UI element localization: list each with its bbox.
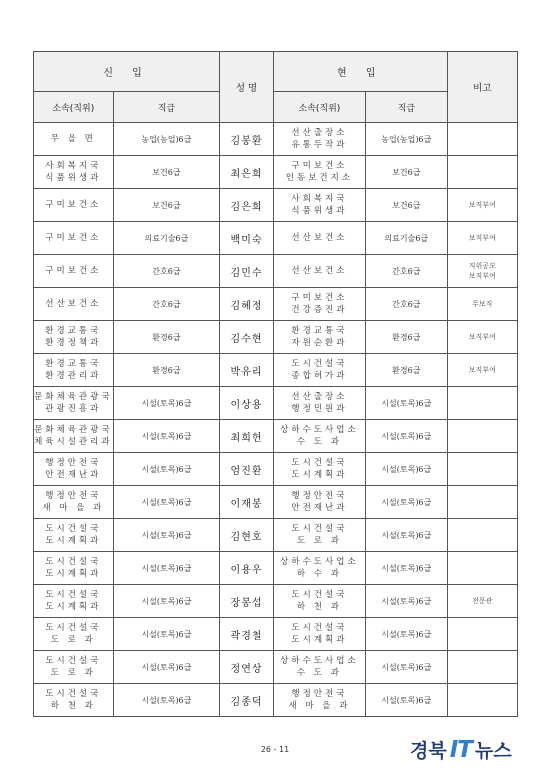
new-grade: 간호6급 [113,288,220,321]
person-name: 장봉섭 [220,585,274,618]
note [447,354,517,387]
current-affiliation [273,321,365,354]
person-name: 백미숙 [220,222,274,255]
new-affiliation-line: 식품위생과 [45,173,102,183]
new-affiliation [34,255,114,288]
news-logo [410,736,512,763]
current-grade: 농업(농업)6급 [365,123,447,156]
current-affiliation-line: 사회복지국 [291,194,348,204]
new-affiliation-line: 도시건설국 [45,656,102,666]
new-grade: 농업(농업)6급 [113,123,220,156]
new-affiliation-line: 환경정책과 [45,338,102,348]
note [447,618,517,651]
new-affiliation-line: 구미보건소 [45,200,102,210]
new-affiliation-line: 관광진흥과 [45,404,102,414]
new-affiliation-line: 도시건설국 [45,524,102,534]
person-name: 김봉환 [220,123,274,156]
new-affiliation-line: 도 로 과 [50,668,96,678]
new-affiliation-line: 문화체육관광국 [34,425,113,435]
new-grade: 시설(토목)6급 [113,618,220,651]
current-grade: 시설(토목)6급 [365,420,447,453]
new-affiliation [34,519,114,552]
current-affiliation [273,420,365,453]
current-grade: 시설(토목)6급 [365,453,447,486]
person-name: 이상용 [220,387,274,420]
current-affiliation-line: 도시건설국 [291,590,348,600]
current-affiliation [273,453,365,486]
table-row [34,222,518,255]
current-affiliation-line: 수 도 과 [296,437,342,447]
person-name: 최은희 [220,156,274,189]
new-affiliation [34,618,114,651]
note [447,519,517,552]
current-affiliation-line: 도시건설국 [291,458,348,468]
header-new-grade: 직급 [113,92,220,123]
current-affiliation-line: 상하수도사업소 [280,425,359,435]
current-affiliation-line: 도시건설국 [291,359,348,369]
note-line: 보직부여 [468,333,496,341]
table-body [34,123,518,717]
new-affiliation [34,684,114,717]
new-affiliation [34,354,114,387]
page-number: 26 - 11 [260,745,290,754]
person-name: 김현호 [220,519,274,552]
new-grade: 시설(토목)6급 [113,651,220,684]
note [447,321,517,354]
header-new: 신 입 [34,52,220,92]
person-name: 박유리 [220,354,274,387]
current-grade: 시설(토목)6급 [365,552,447,585]
current-affiliation-line: 선산보건소 [291,266,348,276]
new-grade: 시설(토목)6급 [113,552,220,585]
current-affiliation-line: 상하수도사업소 [280,557,359,567]
new-affiliation-line: 안전재난과 [45,470,102,480]
new-affiliation-line: 구미보건소 [45,266,102,276]
new-affiliation [34,420,114,453]
header-new-affiliation: 소속(직위) [34,92,114,123]
new-affiliation [34,288,114,321]
new-affiliation-line: 도시건설국 [45,623,102,633]
current-affiliation-line: 하 수 과 [296,569,342,579]
personnel-table [33,51,518,717]
current-affiliation-line: 안전재난과 [291,503,348,513]
current-grade: 시설(토목)6급 [365,387,447,420]
table-row [34,156,518,189]
new-affiliation-line: 행정안전국 [45,458,102,468]
new-affiliation [34,222,114,255]
new-affiliation-line: 도시건설국 [45,689,102,699]
new-affiliation [34,189,114,222]
new-affiliation-line: 도시계획과 [45,536,102,546]
new-affiliation-line: 환경교통국 [45,359,102,369]
current-affiliation [273,387,365,420]
new-grade: 환경6급 [113,354,220,387]
current-grade: 시설(토목)6급 [365,585,447,618]
current-affiliation-line: 행정안전국 [291,491,348,501]
new-affiliation [34,156,114,189]
current-grade: 간호6급 [365,255,447,288]
new-affiliation [34,123,114,156]
current-grade: 시설(토목)6급 [365,486,447,519]
new-affiliation-line: 사회복지국 [45,161,102,171]
current-affiliation-line: 식품위생과 [291,206,348,216]
current-affiliation [273,552,365,585]
current-affiliation [273,354,365,387]
new-affiliation-line: 도 로 과 [50,635,96,645]
table-row [34,684,518,717]
new-affiliation-line: 구미보건소 [45,233,102,243]
header-name: 성 명 [220,52,274,123]
note [447,222,517,255]
new-grade: 시설(토목)6급 [113,420,220,453]
current-grade: 환경6급 [365,321,447,354]
person-name: 이재봉 [220,486,274,519]
new-affiliation-line: 환경관리과 [45,371,102,381]
new-affiliation-line: 도시건설국 [45,590,102,600]
current-grade: 의료기술6급 [365,222,447,255]
current-affiliation-line: 선산보건소 [291,233,348,243]
table-row [34,618,518,651]
person-name: 김수현 [220,321,274,354]
logo-text-news: 뉴스 [474,740,512,762]
person-name: 이용우 [220,552,274,585]
current-affiliation [273,222,365,255]
new-grade: 시설(토목)6급 [113,453,220,486]
note [447,420,517,453]
table-row [34,321,518,354]
new-affiliation [34,585,114,618]
new-affiliation-line: 도시계획과 [45,569,102,579]
note-line: 보직부여 [468,201,496,209]
new-affiliation-line: 선산보건소 [45,299,102,309]
current-affiliation-line: 하 천 과 [296,602,342,612]
table-row [34,552,518,585]
new-affiliation-line: 도시건설국 [45,557,102,567]
new-affiliation-line: 새 마 을 과 [42,503,105,513]
note [447,684,517,717]
person-name: 정연상 [220,651,274,684]
new-affiliation [34,651,114,684]
note-line: 직위공모 [468,262,496,270]
table-row [34,420,518,453]
current-affiliation [273,486,365,519]
current-affiliation-line: 구미보건소 [291,161,348,171]
table-row [34,519,518,552]
current-grade: 보건6급 [365,189,447,222]
current-affiliation [273,684,365,717]
current-affiliation [273,156,365,189]
current-affiliation-line: 건강증진과 [291,305,348,315]
current-grade: 시설(토목)6급 [365,519,447,552]
current-affiliation-line: 인동보건지소 [285,173,354,183]
new-grade: 보건6급 [113,156,220,189]
new-affiliation-line: 행정안전국 [45,491,102,501]
current-affiliation-line: 구미보건소 [291,293,348,303]
new-grade: 보건6급 [113,189,220,222]
current-affiliation-line: 선산출장소 [291,128,348,138]
person-name: 김은희 [220,189,274,222]
current-affiliation [273,618,365,651]
new-affiliation-line: 도시계획과 [45,602,102,612]
new-affiliation [34,552,114,585]
note-line: 전문관 [472,597,493,605]
new-grade: 시설(토목)6급 [113,585,220,618]
person-name: 김종덕 [220,684,274,717]
current-affiliation-line: 행정민원과 [291,404,348,414]
current-affiliation-line: 유통두작과 [291,140,348,150]
new-affiliation-line: 환경교통국 [45,326,102,336]
table-row [34,651,518,684]
header-current: 현 입 [273,52,447,92]
note-line: 보직부여 [468,234,496,242]
note [447,255,517,288]
new-affiliation [34,486,114,519]
current-grade: 시설(토목)6급 [365,651,447,684]
note [447,189,517,222]
person-name: 곽경철 [220,618,274,651]
note [447,585,517,618]
new-affiliation [34,453,114,486]
current-affiliation-line: 선산출장소 [291,392,348,402]
current-affiliation-line: 도시건설국 [291,524,348,534]
current-affiliation-line: 도시계획과 [291,635,348,645]
current-affiliation-line: 도시계획과 [291,470,348,480]
current-affiliation-line: 종합허가과 [291,371,348,381]
current-affiliation-line: 상하수도사업소 [280,656,359,666]
logo-text-it: IT [449,736,472,763]
note [447,552,517,585]
person-name: 최희헌 [220,420,274,453]
current-affiliation-line: 자원순환과 [291,338,348,348]
current-grade: 시설(토목)6급 [365,684,447,717]
new-grade: 시설(토목)6급 [113,387,220,420]
new-affiliation [34,321,114,354]
header-current-affiliation: 소속(직위) [273,92,365,123]
note [447,156,517,189]
header-current-grade: 직급 [365,92,447,123]
current-affiliation-line: 환경교통국 [291,326,348,336]
current-affiliation [273,189,365,222]
new-grade: 시설(토목)6급 [113,684,220,717]
current-affiliation-line: 행정안전국 [291,689,348,699]
table-row [34,585,518,618]
table-row [34,189,518,222]
table-row [34,123,518,156]
current-affiliation [273,255,365,288]
note [447,651,517,684]
new-affiliation-line: 문화체육관광국 [34,392,113,402]
person-name: 김혜정 [220,288,274,321]
new-grade: 시설(토목)6급 [113,486,220,519]
new-grade: 의료기술6급 [113,222,220,255]
note [447,387,517,420]
current-grade: 환경6급 [365,354,447,387]
new-grade: 시설(토목)6급 [113,519,220,552]
table-row [34,387,518,420]
note [447,123,517,156]
table-row [34,255,518,288]
current-affiliation-line: 수 도 과 [296,668,342,678]
current-grade: 간호6급 [365,288,447,321]
table-row [34,453,518,486]
current-affiliation [273,651,365,684]
current-grade: 보건6급 [365,156,447,189]
note-line: 무보직 [472,300,493,308]
new-affiliation-line: 하 천 과 [50,701,96,711]
current-affiliation [273,123,365,156]
note [447,288,517,321]
new-grade: 환경6급 [113,321,220,354]
table-row [34,354,518,387]
new-grade: 간호6급 [113,255,220,288]
new-affiliation-line: 체육시설관리과 [34,437,113,447]
current-grade: 시설(토목)6급 [365,618,447,651]
current-affiliation [273,519,365,552]
current-affiliation-line: 새 마 을 과 [288,701,351,711]
note [447,486,517,519]
table-row [34,486,518,519]
note-line: 보직부여 [468,366,496,374]
person-name: 김민수 [220,255,274,288]
note [447,453,517,486]
current-affiliation [273,585,365,618]
new-affiliation [34,387,114,420]
current-affiliation [273,288,365,321]
current-affiliation-line: 도 로 과 [296,536,342,546]
person-name: 엄진환 [220,453,274,486]
table-row [34,288,518,321]
note-line: 보직부여 [468,272,496,280]
logo-text-gyeongbuk: 경북 [410,740,447,762]
current-affiliation-line: 도시건설국 [291,623,348,633]
new-affiliation-line: 무 을 면 [50,134,96,144]
header-note: 비고 [447,52,517,123]
